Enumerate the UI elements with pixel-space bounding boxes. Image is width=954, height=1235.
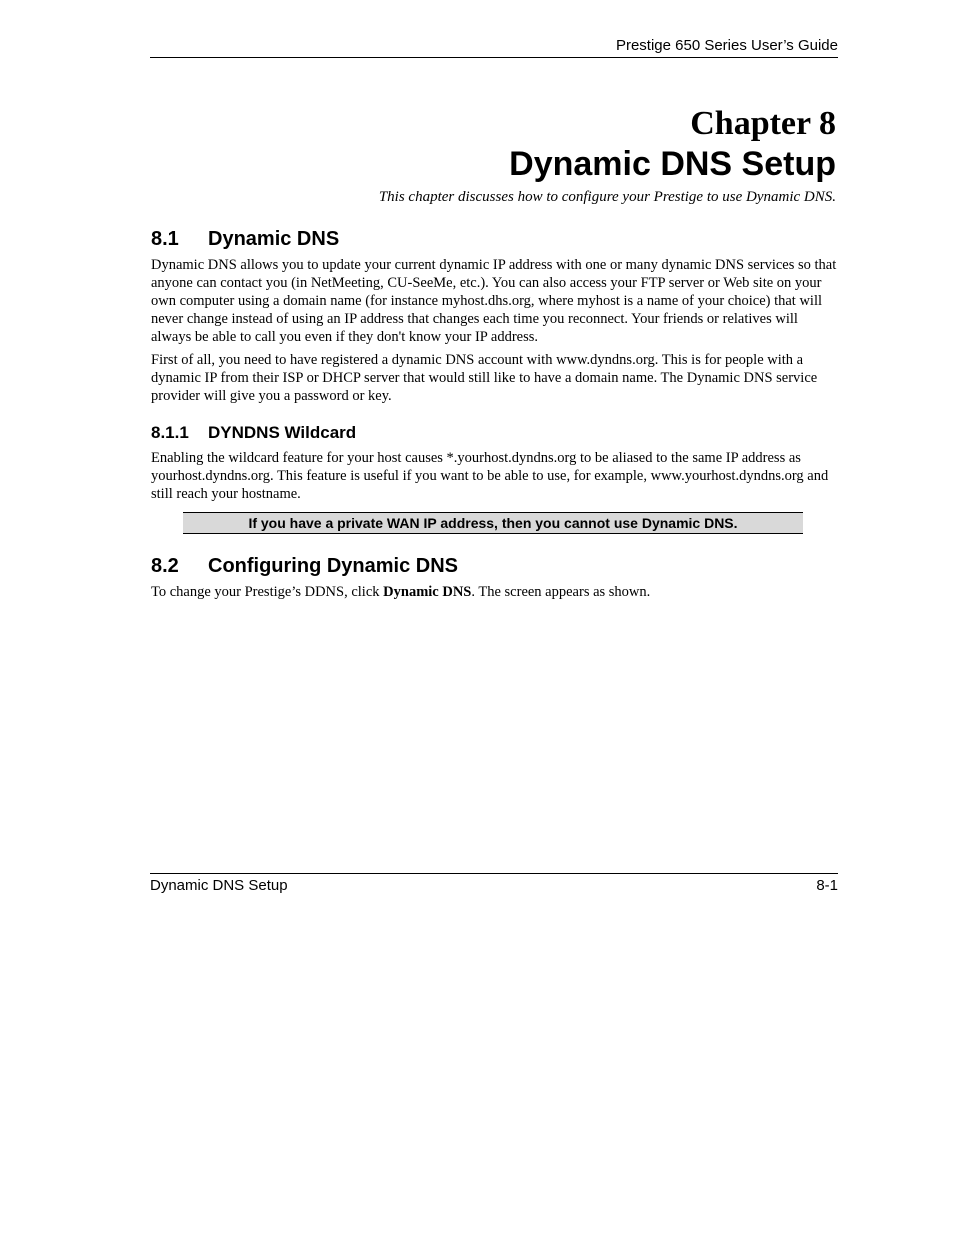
page-number: 8-1 <box>816 877 838 894</box>
text-run: To change your Prestige’s DDNS, click <box>151 584 384 600</box>
chapter-title: Dynamic DNS Setup <box>509 145 836 183</box>
section-number: 8.2 <box>151 555 179 577</box>
chapter-number: Chapter 8 <box>690 105 836 142</box>
chapter-intro: This chapter discusses how to configure your Prestige to use Dynamic DNS. <box>378 189 836 205</box>
section-heading-8-1-1 <box>151 422 356 444</box>
section-heading-8-2 <box>151 554 458 578</box>
section-number: 8.1.1 <box>151 423 189 442</box>
ui-reference: Dynamic DNS <box>383 584 472 600</box>
page-header <box>150 37 838 58</box>
section-title: DYNDNS Wildcard <box>208 423 357 442</box>
section-title: Configuring Dynamic DNS <box>208 555 459 577</box>
section-number: 8.1 <box>151 228 179 250</box>
paragraph: Enabling the wildcard feature for your host causes *.yourhost.dyndns.org to be aliased to the same IP address as yourhost.dyndns.org. This feature is useful if you want to be able to use, for example, www.yourhost.dyndns.org and still reach your hostname. <box>151 450 829 502</box>
section-title: Dynamic DNS <box>208 228 340 250</box>
paragraph: First of all, you need to have registered a dynamic DNS account with www.dyndns.org. This is for people with a dynamic IP from their ISP or DHCP server that would still like to have a domain name. The Dynamic DNS service provider will give you a password or key. <box>151 352 818 404</box>
note-box: If you have a private WAN IP address, then you cannot use Dynamic DNS. <box>183 512 803 534</box>
paragraph <box>151 583 837 601</box>
page-footer <box>150 873 838 895</box>
text-run: . The screen appears as shown. <box>471 584 651 600</box>
guide-title: Prestige 650 Series User’s Guide <box>615 37 838 54</box>
footer-chapter-title: Dynamic DNS Setup <box>150 877 288 894</box>
section-heading-8-1 <box>151 227 339 251</box>
paragraph: Dynamic DNS allows you to update your current dynamic IP address with one or many dynamic DNS services so that anyone can contact you (in NetMeeting, CU-SeeMe, etc.). You can also access your FTP server or Web site on your own computer using a domain name (for instance myhost.dhs.org, where myhost is a name of your choice) that will never change instead of using an IP address that changes each time you reconnect. Your friends or relatives will always be able to call you even if they don't know your IP address. <box>151 257 837 345</box>
